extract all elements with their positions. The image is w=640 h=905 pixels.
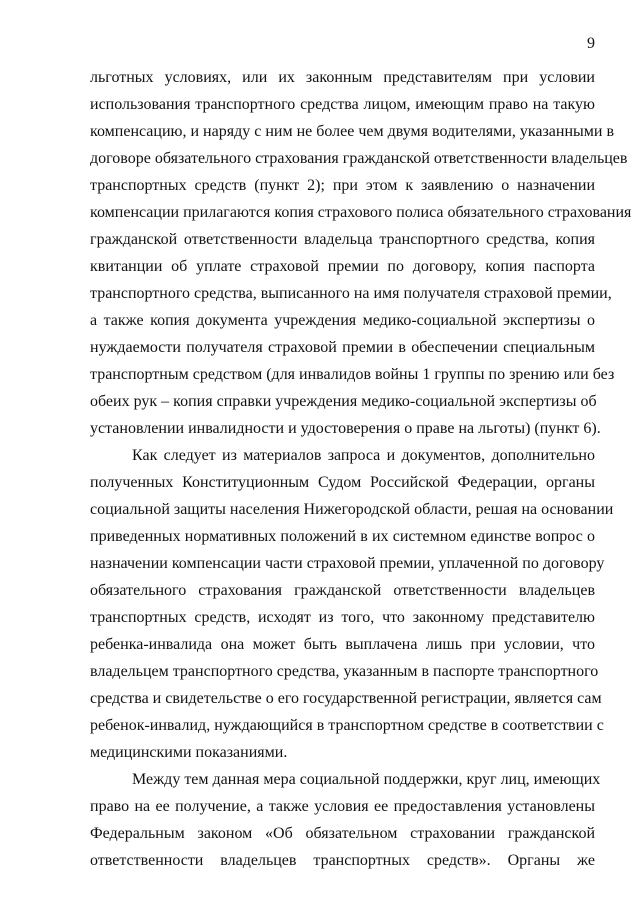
text-line: транспортных средств, исходят из того, что законному представителю	[90, 609, 595, 626]
paragraph	[90, 766, 601, 874]
text-line: нуждаемости получателя страховой премии в обеспечении специальным	[90, 339, 595, 356]
text-line: право на ее получение, а также условия ее предоставления установлены	[90, 798, 595, 815]
paragraph	[90, 64, 632, 442]
text-line: гражданской ответственности владельца транспортного средства, копия	[90, 231, 595, 248]
page-number: 9	[587, 35, 595, 52]
text-line: медицинскими показаниями.	[90, 744, 288, 761]
text-line: квитанции об уплате страховой премии по договору, копия паспорта	[90, 258, 595, 275]
text-line: ответственности владельцев транспортных средств». Органы же	[90, 852, 595, 869]
text-line: владельцем транспортного средства, указанным в паспорте транспортного	[90, 663, 599, 680]
text-line: ребенка-инвалида она может быть выплачена лишь при условии, что	[90, 636, 595, 653]
text-line: компенсации прилагаются копия страхового полиса обязательного страхования	[90, 204, 632, 221]
text-line: ребенок-инвалид, нуждающийся в транспортном средстве в соответствии с	[90, 717, 604, 734]
text-line: договоре обязательного страхования гражданской ответственности владельцев	[90, 150, 628, 167]
text-line: льготных условиях, или их законным представителям при условии	[90, 69, 595, 86]
text-line: транспортного средства, выписанного на имя получателя страховой премии,	[90, 285, 612, 302]
text-line: полученных Конституционным Судом Российской Федерации, органы	[90, 474, 595, 491]
text-line: транспортных средств (пункт 2); при этом к заявлению о назначении	[90, 177, 595, 194]
text-line: приведенных нормативных положений в их системном единстве вопрос о	[90, 528, 595, 545]
text-line: обязательного страхования гражданской ответственности владельцев	[90, 582, 595, 599]
paragraph	[90, 442, 614, 766]
text-line: Между тем данная мера социальной поддержки, круг лиц, имеющих	[132, 771, 601, 788]
text-line: Федеральным законом «Об обязательном страховании гражданской	[90, 825, 595, 842]
document-body	[90, 64, 632, 874]
text-line: социальной защиты населения Нижегородской области, решая на основании	[90, 501, 614, 518]
text-line: использования транспортного средства лицом, имеющим право на такую	[90, 96, 595, 113]
text-line: Как следует из материалов запроса и документов, дополнительно	[132, 447, 595, 464]
text-line: компенсацию, и наряду с ним не более чем двумя водителями, указанными в	[90, 123, 615, 140]
text-line: транспортным средством (для инвалидов войны 1 группы по зрению или без	[90, 366, 615, 383]
text-line: установлении инвалидности и удостоверения о праве на льготы) (пункт 6).	[90, 420, 601, 437]
text-line: обеих рук – копия справки учреждения медико-социальной экспертизы об	[90, 393, 597, 410]
text-line: а также копия документа учреждения медико-социальной экспертизы о	[90, 312, 595, 329]
text-line: средства и свидетельстве о его государственной регистрации, является сам	[90, 690, 602, 707]
text-line: назначении компенсации части страховой премии, уплаченной по договору	[90, 555, 605, 572]
